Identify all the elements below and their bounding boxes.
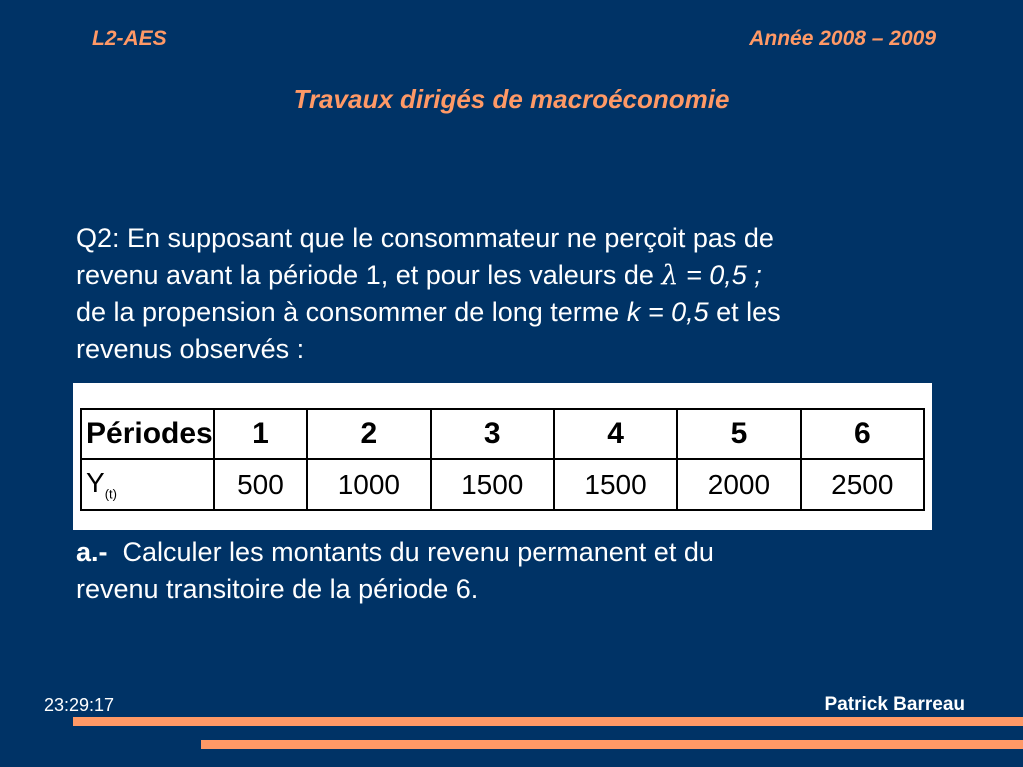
header-year: Année 2008 – 2009 (749, 27, 936, 50)
revenue-cell: 500 (214, 459, 307, 510)
period-cell: 6 (801, 409, 924, 459)
periods-header: Périodes (81, 409, 214, 459)
footer-author: Patrick Barreau (824, 694, 965, 715)
period-cell: 2 (307, 409, 430, 459)
footer-time: 23:29:17 (44, 695, 115, 715)
part-a-label: a.- (76, 537, 108, 567)
question-line-3 (76, 294, 976, 331)
revenue-cell: 1500 (554, 459, 677, 510)
revenue-cell: 1000 (307, 459, 430, 510)
part-a-line-1-text: Calculer les montants du revenu permanent et du (107, 537, 714, 567)
revenue-cell: 2000 (677, 459, 800, 510)
period-cell: 3 (431, 409, 554, 459)
revenue-cell: 1500 (431, 459, 554, 510)
question-text (76, 220, 976, 368)
question-line-1: Q2: En supposant que le consommateur ne perçoit pas de (76, 223, 774, 253)
revenue-table-panel (73, 383, 932, 530)
lambda-symbol: λ (661, 260, 679, 291)
revenue-header (81, 459, 214, 510)
table-row-periods (81, 409, 924, 459)
lambda-value: = 0,5 ; (678, 260, 762, 290)
revenue-subscript: (t) (104, 486, 117, 502)
question-line-2 (76, 257, 976, 294)
period-cell: 4 (554, 409, 677, 459)
page-title: Travaux dirigés de macroéconomie (293, 84, 730, 114)
question-line-3-end: et les (708, 297, 781, 327)
header-course: L2-AES (92, 27, 167, 50)
revenue-symbol: Y (86, 467, 105, 499)
footer-accent-bar-bottom (201, 740, 1023, 749)
revenue-cell: 2500 (801, 459, 924, 510)
part-a-text (76, 534, 976, 608)
part-a-line-1 (76, 534, 976, 571)
question-line-3-text: de la propension à consommer de long terme (76, 297, 627, 327)
part-a-line-2: revenu transitoire de la période 6. (76, 574, 479, 604)
question-line-2-text: revenu avant la période 1, et pour les valeurs de (76, 260, 662, 290)
period-cell: 1 (214, 409, 307, 459)
revenue-table (80, 408, 925, 511)
question-line-4: revenus observés : (76, 334, 305, 364)
table-row-revenues (81, 459, 924, 510)
k-value: k = 0,5 (626, 297, 709, 327)
period-cell: 5 (677, 409, 800, 459)
footer-accent-bar-top (73, 717, 1023, 726)
